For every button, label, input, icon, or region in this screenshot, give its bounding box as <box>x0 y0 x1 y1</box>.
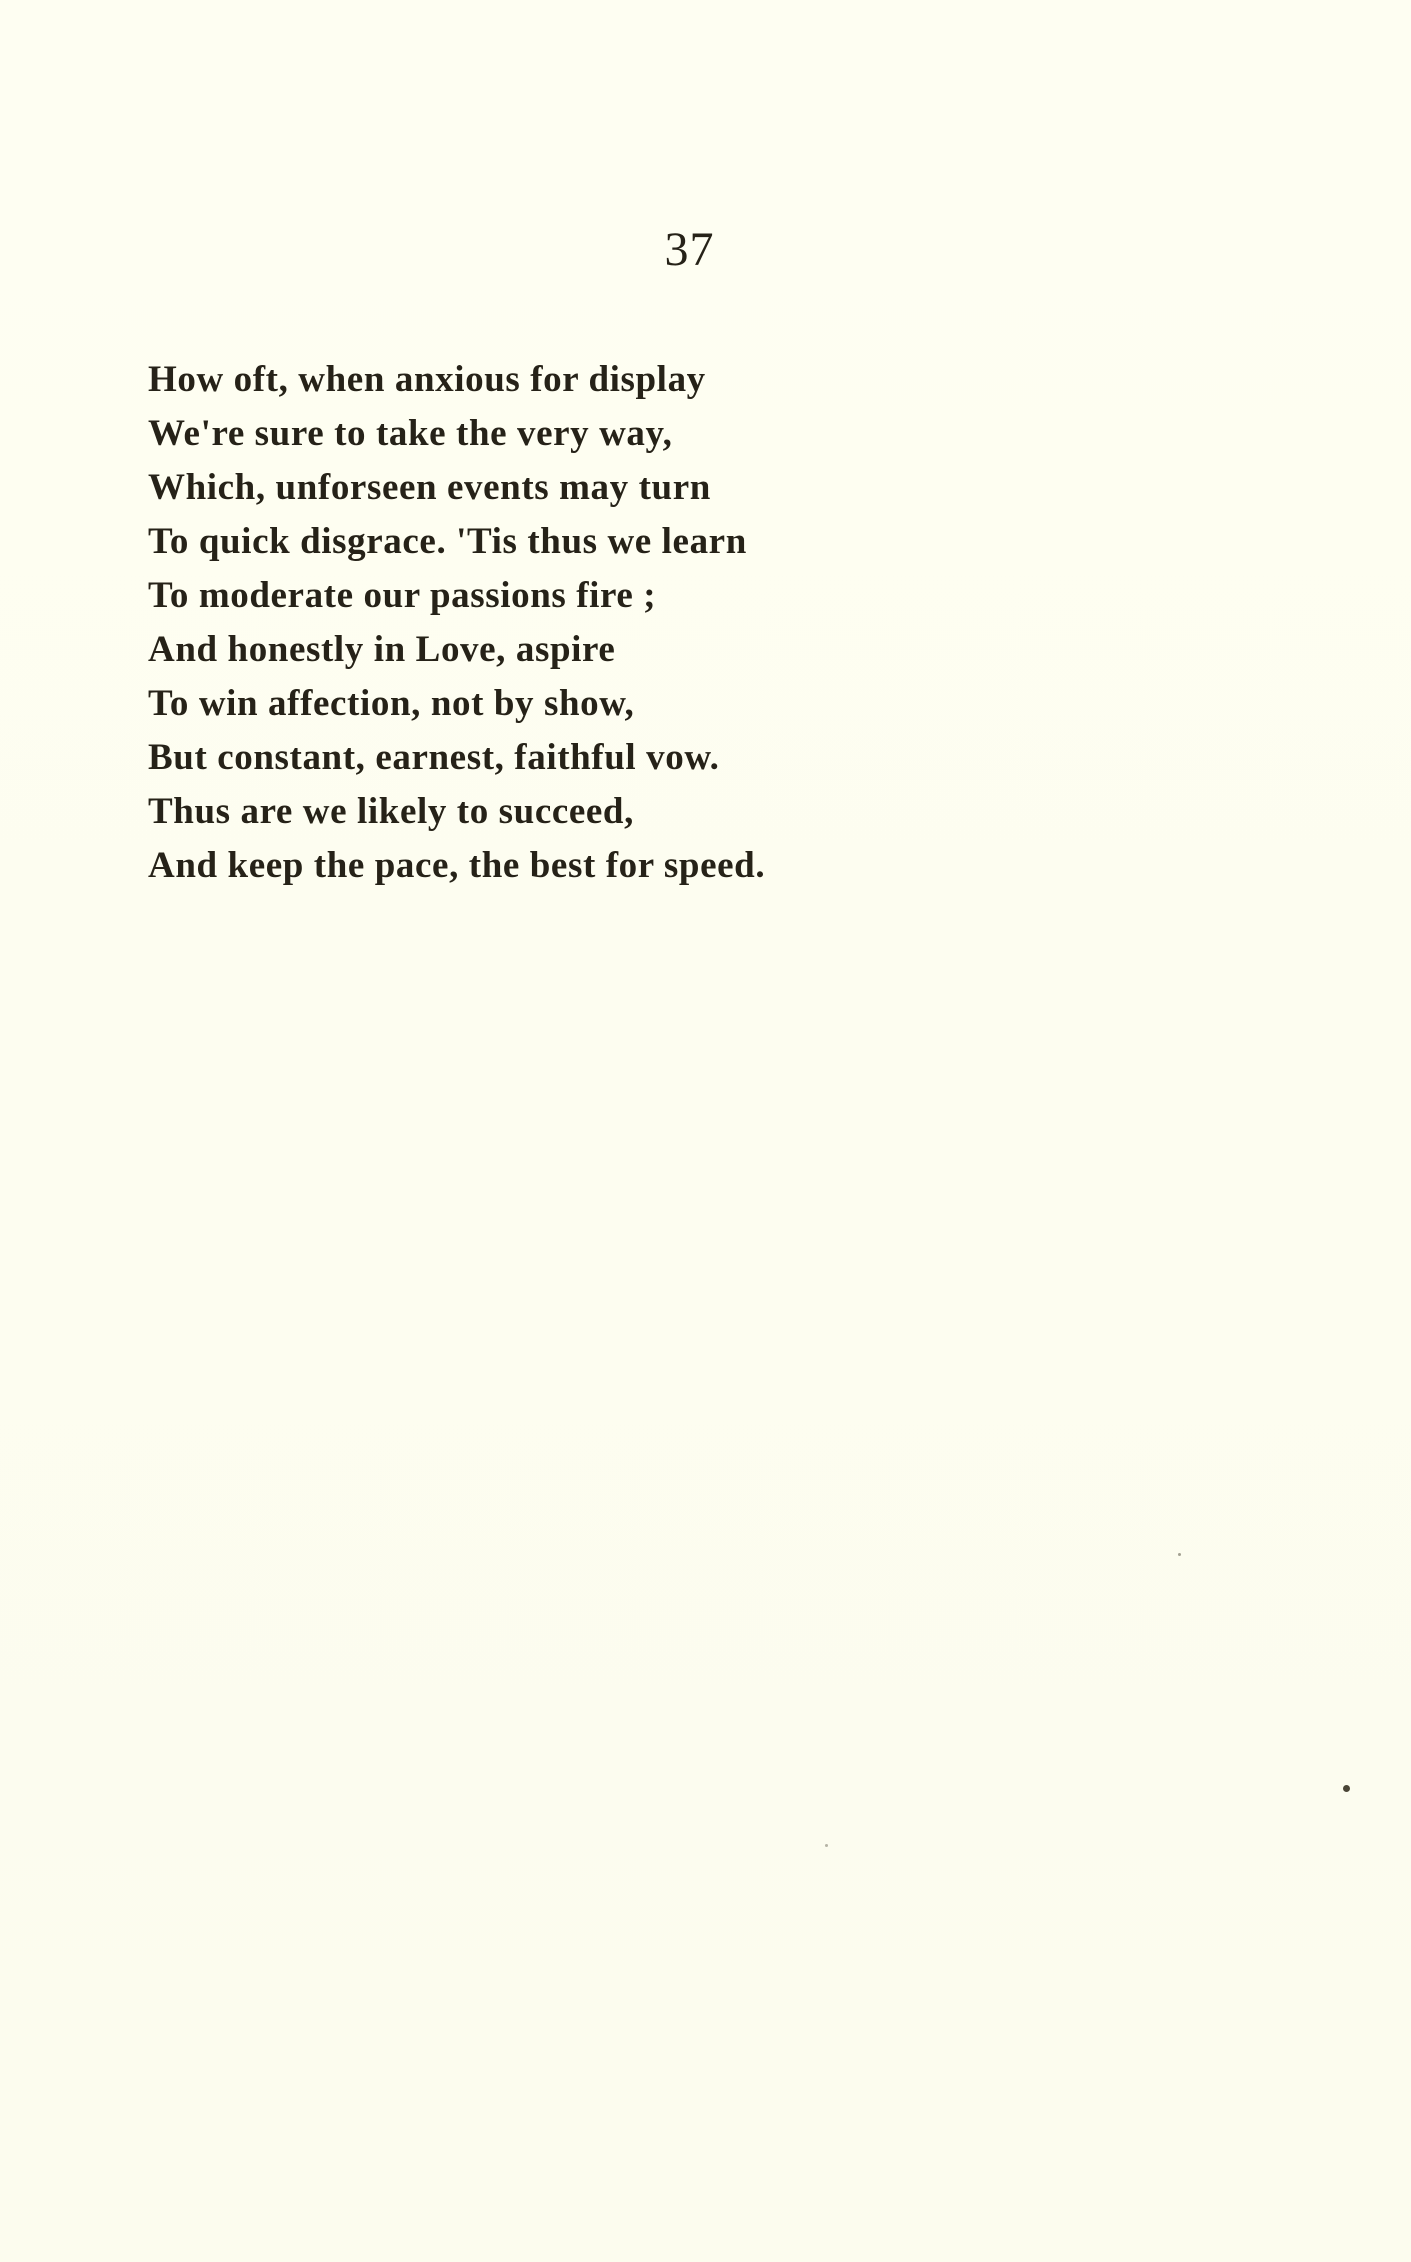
poem-line: And keep the pace, the best for speed. <box>148 845 766 886</box>
paper-speck <box>1178 1553 1181 1556</box>
paper-speck <box>825 1844 828 1847</box>
poem-line: And honestly in Love, aspire <box>148 629 616 670</box>
page-number: 37 <box>664 223 715 276</box>
poem-line: We're sure to take the very way, <box>148 413 673 454</box>
poem-line: To win affection, not by show, <box>148 683 635 724</box>
poem-line: Thus are we likely to succeed, <box>148 791 634 832</box>
poem-line: How oft, when anxious for display <box>148 359 706 400</box>
poem-line: But constant, earnest, faithful vow. <box>148 737 720 778</box>
poem-line: Which, unforseen events may turn <box>148 467 711 508</box>
poem-line: To moderate our passions fire ; <box>148 575 657 616</box>
poem-stanza <box>148 353 765 893</box>
paper-speck <box>1343 1785 1350 1792</box>
poem-line: To quick disgrace. 'Tis thus we learn <box>148 521 747 562</box>
